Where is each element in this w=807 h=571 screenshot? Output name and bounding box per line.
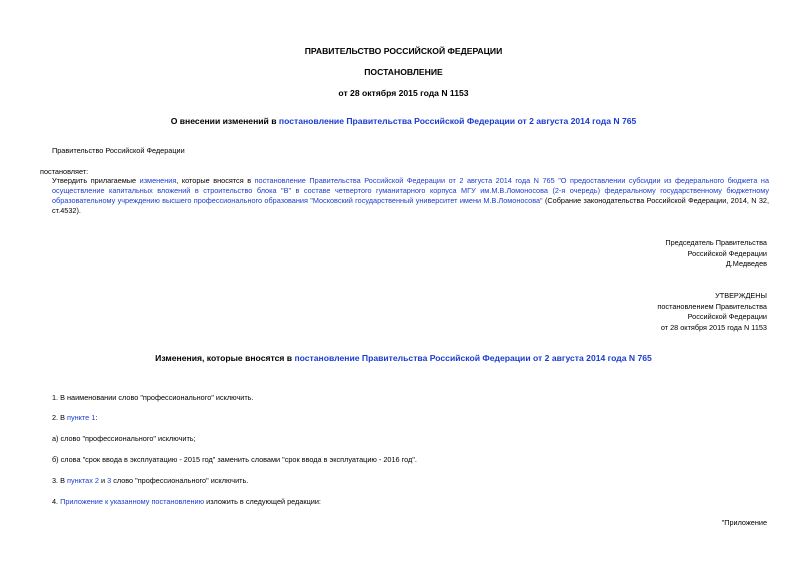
item-2a: а) слово "профессионального" исключить; (52, 434, 196, 443)
item-2-suffix: : (95, 413, 98, 422)
item-3-suffix: слово "профессионального" исключить. (111, 476, 249, 485)
item-3-link-point-3[interactable]: 3 (107, 476, 112, 485)
item-3-mid: и (98, 476, 108, 485)
item-4-prefix: 4. (52, 497, 61, 506)
item-2-link[interactable]: пункте 1 (67, 413, 96, 422)
item-3-link-points-2[interactable]: пунктах 2 (67, 476, 99, 485)
changes-title (0, 353, 807, 363)
resolution-text-start: Утвердить прилагаемые (52, 176, 140, 185)
appendix-quote: "Приложение (721, 518, 767, 527)
signature-position: Председатель Правительства (665, 238, 767, 247)
approval-country: Российской Федерации (687, 312, 767, 322)
signature-block (665, 238, 767, 270)
changes-link[interactable]: изменения (139, 176, 177, 185)
document-type: ПОСТАНОВЛЕНИЕ (364, 67, 443, 77)
document-title-prefix: О внесении изменений в (170, 116, 279, 126)
approval-stamp (657, 291, 767, 333)
item-4-link[interactable]: Приложение к указанному постановлению (60, 497, 205, 506)
resolution-text-mid: , которые вносятся в (176, 176, 255, 185)
approval-heading: УТВЕРЖДЕНЫ (715, 291, 767, 300)
item-2 (52, 413, 97, 423)
issuer-text: Правительство Российской Федерации (52, 146, 185, 155)
resolution-paragraph (52, 176, 769, 216)
item-4 (52, 497, 321, 507)
government-heading: ПРАВИТЕЛЬСТВО РОССИЙСКОЙ ФЕДЕРАЦИИ (304, 46, 503, 56)
approval-date: от 28 октября 2015 года N 1153 (660, 322, 767, 332)
decides-text: постановляет: (40, 167, 89, 176)
document-title-link[interactable]: постановление Правительства Российской Федерации от 2 августа 2014 года N 765 (278, 116, 637, 126)
document-date-number: от 28 октября 2015 года N 1153 (338, 88, 469, 98)
item-1: 1. В наименовании слово "профессионального" исключить. (52, 393, 254, 402)
item-2b: б) слова "срок ввода в эксплуатацию - 2015 год" заменить словами "срок ввода в эксплуатацию - 2016 год". (52, 455, 417, 464)
document-title (0, 116, 807, 126)
signature-country: Российской Федерации (687, 248, 767, 258)
item-4-suffix: изложить в следующей редакции: (204, 497, 321, 506)
item-3 (52, 476, 248, 486)
resolution-text-end: (Собрание законодательства Российской Федерации, 2014, N 32, ст.4532). (52, 196, 769, 215)
item-2-prefix: 2. В (52, 413, 68, 422)
changes-title-link[interactable]: постановление Правительства Российской Федерации от 2 августа 2014 года N 765 (294, 353, 652, 363)
decree-765-link[interactable]: постановление Правительства Российской Федерации от 2 августа 2014 года N 765 "О предоставлении субсидии из федерального бюджета на осуществление капитальных вложений в строительство блока "В" в составе четвертого гуманитарного корпуса МГУ им.М.В.Ломоносова (2-я очередь) федеральному государственному бюджетному образовательному учреждению высшего профессионального образования "Московский государственный университет имени М.В.Ломоносова" (52, 176, 770, 205)
signature-name: Д.Медведев (725, 259, 767, 269)
approval-by: постановлением Правительства (657, 301, 767, 311)
item-3-prefix: 3. В (52, 476, 68, 485)
changes-title-prefix: Изменения, которые вносятся в (155, 353, 295, 363)
